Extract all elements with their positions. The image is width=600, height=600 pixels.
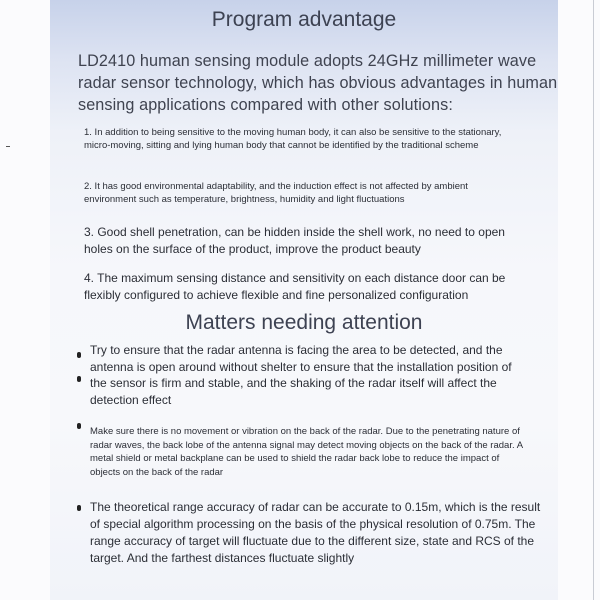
attention-item-3: The theoretical range accuracy of radar can be accurate to 0.15m, which is the result of special algorithm processing on the basis of the physical resolution of 0.75m. The range accuracy of target will fluctuate due to the different size, state and RCS of the target. And the farthest distances fluctuate slightly bbox=[90, 500, 541, 565]
edge-mark bbox=[6, 146, 10, 147]
attention-title: Matters needing attention bbox=[185, 311, 423, 334]
bullet-icon bbox=[77, 505, 81, 511]
advantage-point-3: 3. Good shell penetration, can be hidden inside the shell work, no need to open holes on the surface of the product, improve the product beauty bbox=[84, 225, 505, 256]
bullet-icon bbox=[77, 376, 81, 382]
advantage-point-4: 4. The maximum sensing distance and sensitivity on each distance door can be flexibly configured to achieve flexible and fine personalized configuration bbox=[84, 271, 506, 302]
bullet-icon bbox=[77, 423, 81, 429]
bullet-icon bbox=[77, 352, 81, 358]
right-border bbox=[593, 0, 594, 600]
attention-item-1: Try to ensure that the radar antenna is facing the area to be detected, and the antenna is open around without shelter to ensure that the installation position of the sensor is firm and stable, and the shaking of the radar itself will affect the detection effect bbox=[90, 343, 512, 407]
intro-paragraph: LD2410 human sensing module adopts 24GHz millimeter wave radar sensor technology, which has obvious advantages in human sensing applications compared with other solutions: bbox=[78, 52, 558, 114]
program-advantage-title: Program advantage bbox=[211, 8, 397, 31]
advantage-point-2: 2. It has good environmental adaptability, and the induction effect is not affected by ambient environment such as temperature, brightness, humidity and light fluctuations bbox=[84, 181, 468, 205]
attention-item-2: Make sure there is no movement or vibration on the back of the radar. Due to the penetrating nature of radar waves, the back lobe of the antenna signal may detect moving objects on the back of the radar. A metal shield or metal backplane can be used to shield the radar back lobe to reduce the impact of objects on the back of the radar bbox=[90, 426, 523, 478]
document-card bbox=[50, 0, 558, 600]
advantage-point-1: 1. In addition to being sensitive to the moving human body, it can also be sensitive to the stationary, micro-moving, sitting and lying human body that cannot be identified by the traditional scheme bbox=[84, 127, 502, 151]
